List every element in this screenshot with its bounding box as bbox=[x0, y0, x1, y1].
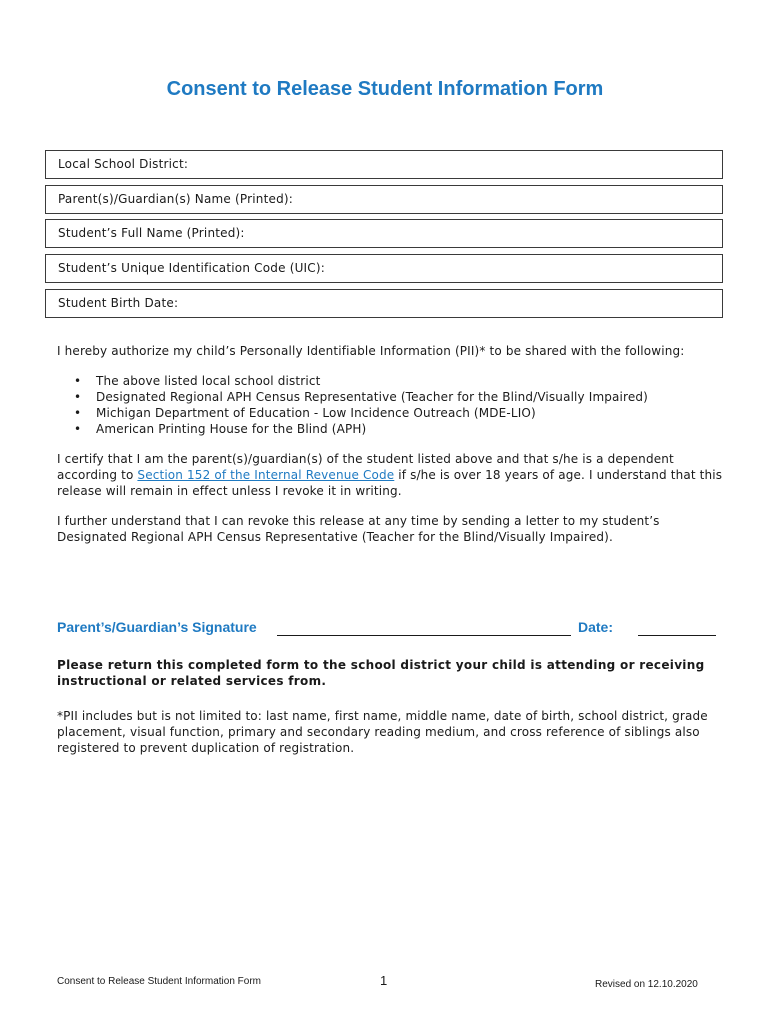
page-number: 1 bbox=[380, 973, 388, 988]
signature-line[interactable] bbox=[277, 635, 571, 636]
bullet-icon: • bbox=[74, 406, 82, 420]
irc-section-link[interactable]: Section 152 of the Internal Revenue Code bbox=[137, 468, 395, 482]
guardian-name-field[interactable]: Parent(s)/Guardian(s) Name (Printed): bbox=[45, 185, 723, 214]
recipient-list bbox=[57, 373, 648, 437]
revoke-text: I further understand that I can revoke this release at any time by sending a letter to my student’s Designated Regional APH Census Representative (Teacher for the Blind/Visually Impaired). bbox=[57, 514, 660, 544]
pii-footnote: *PII includes but is not limited to: last name, first name, middle name, date of birth, school district, grade placement, visual function, primary and secondary reading medium, and cross reference of siblings also registered to prevent duplication of registration. bbox=[57, 709, 708, 755]
list-item: • Designated Regional APH Census Representative (Teacher for the Blind/Visually Impaired) bbox=[74, 390, 648, 404]
signature-label: Parent’s/Guardian’s Signature bbox=[57, 619, 257, 635]
date-line[interactable] bbox=[638, 635, 716, 636]
date-label: Date: bbox=[578, 619, 614, 635]
local-school-district-field[interactable]: Local School District: bbox=[45, 150, 723, 179]
bullet-icon: • bbox=[74, 390, 82, 404]
list-item: • The above listed local school district bbox=[74, 374, 321, 388]
authorize-text: I hereby authorize my child’s Personally Identifiable Information (PII)* to be shared with the following: bbox=[57, 344, 685, 358]
birth-date-field[interactable]: Student Birth Date: bbox=[45, 289, 723, 318]
bullet-icon: • bbox=[74, 422, 82, 436]
student-uic-field[interactable]: Student’s Unique Identification Code (UIC): bbox=[45, 254, 723, 283]
student-name-field[interactable]: Student’s Full Name (Printed): bbox=[45, 219, 723, 248]
list-item: • Michigan Department of Education - Low Incidence Outreach (MDE-LIO) bbox=[74, 406, 536, 420]
certify-text: I certify that I am the parent(s)/guardian(s) of the student listed above and that s/he is a dependent according to Section 152 of the Internal Revenue Code if s/he is over 18 years of age. I understand that this release will remain in effect unless I revoke it in writing. bbox=[57, 452, 723, 498]
bullet-icon: • bbox=[74, 374, 82, 388]
form-title: Consent to Release Student Information Form bbox=[166, 78, 604, 100]
return-instructions: Please return this completed form to the school district your child is attending or receiving instructional or related services from. bbox=[57, 658, 705, 688]
signature-row bbox=[57, 619, 727, 639]
revision-date: Revised on 12.10.2020 bbox=[595, 979, 698, 990]
footer-form-name: Consent to Release Student Information Form bbox=[57, 976, 261, 987]
list-item: • American Printing House for the Blind (APH) bbox=[74, 422, 367, 436]
